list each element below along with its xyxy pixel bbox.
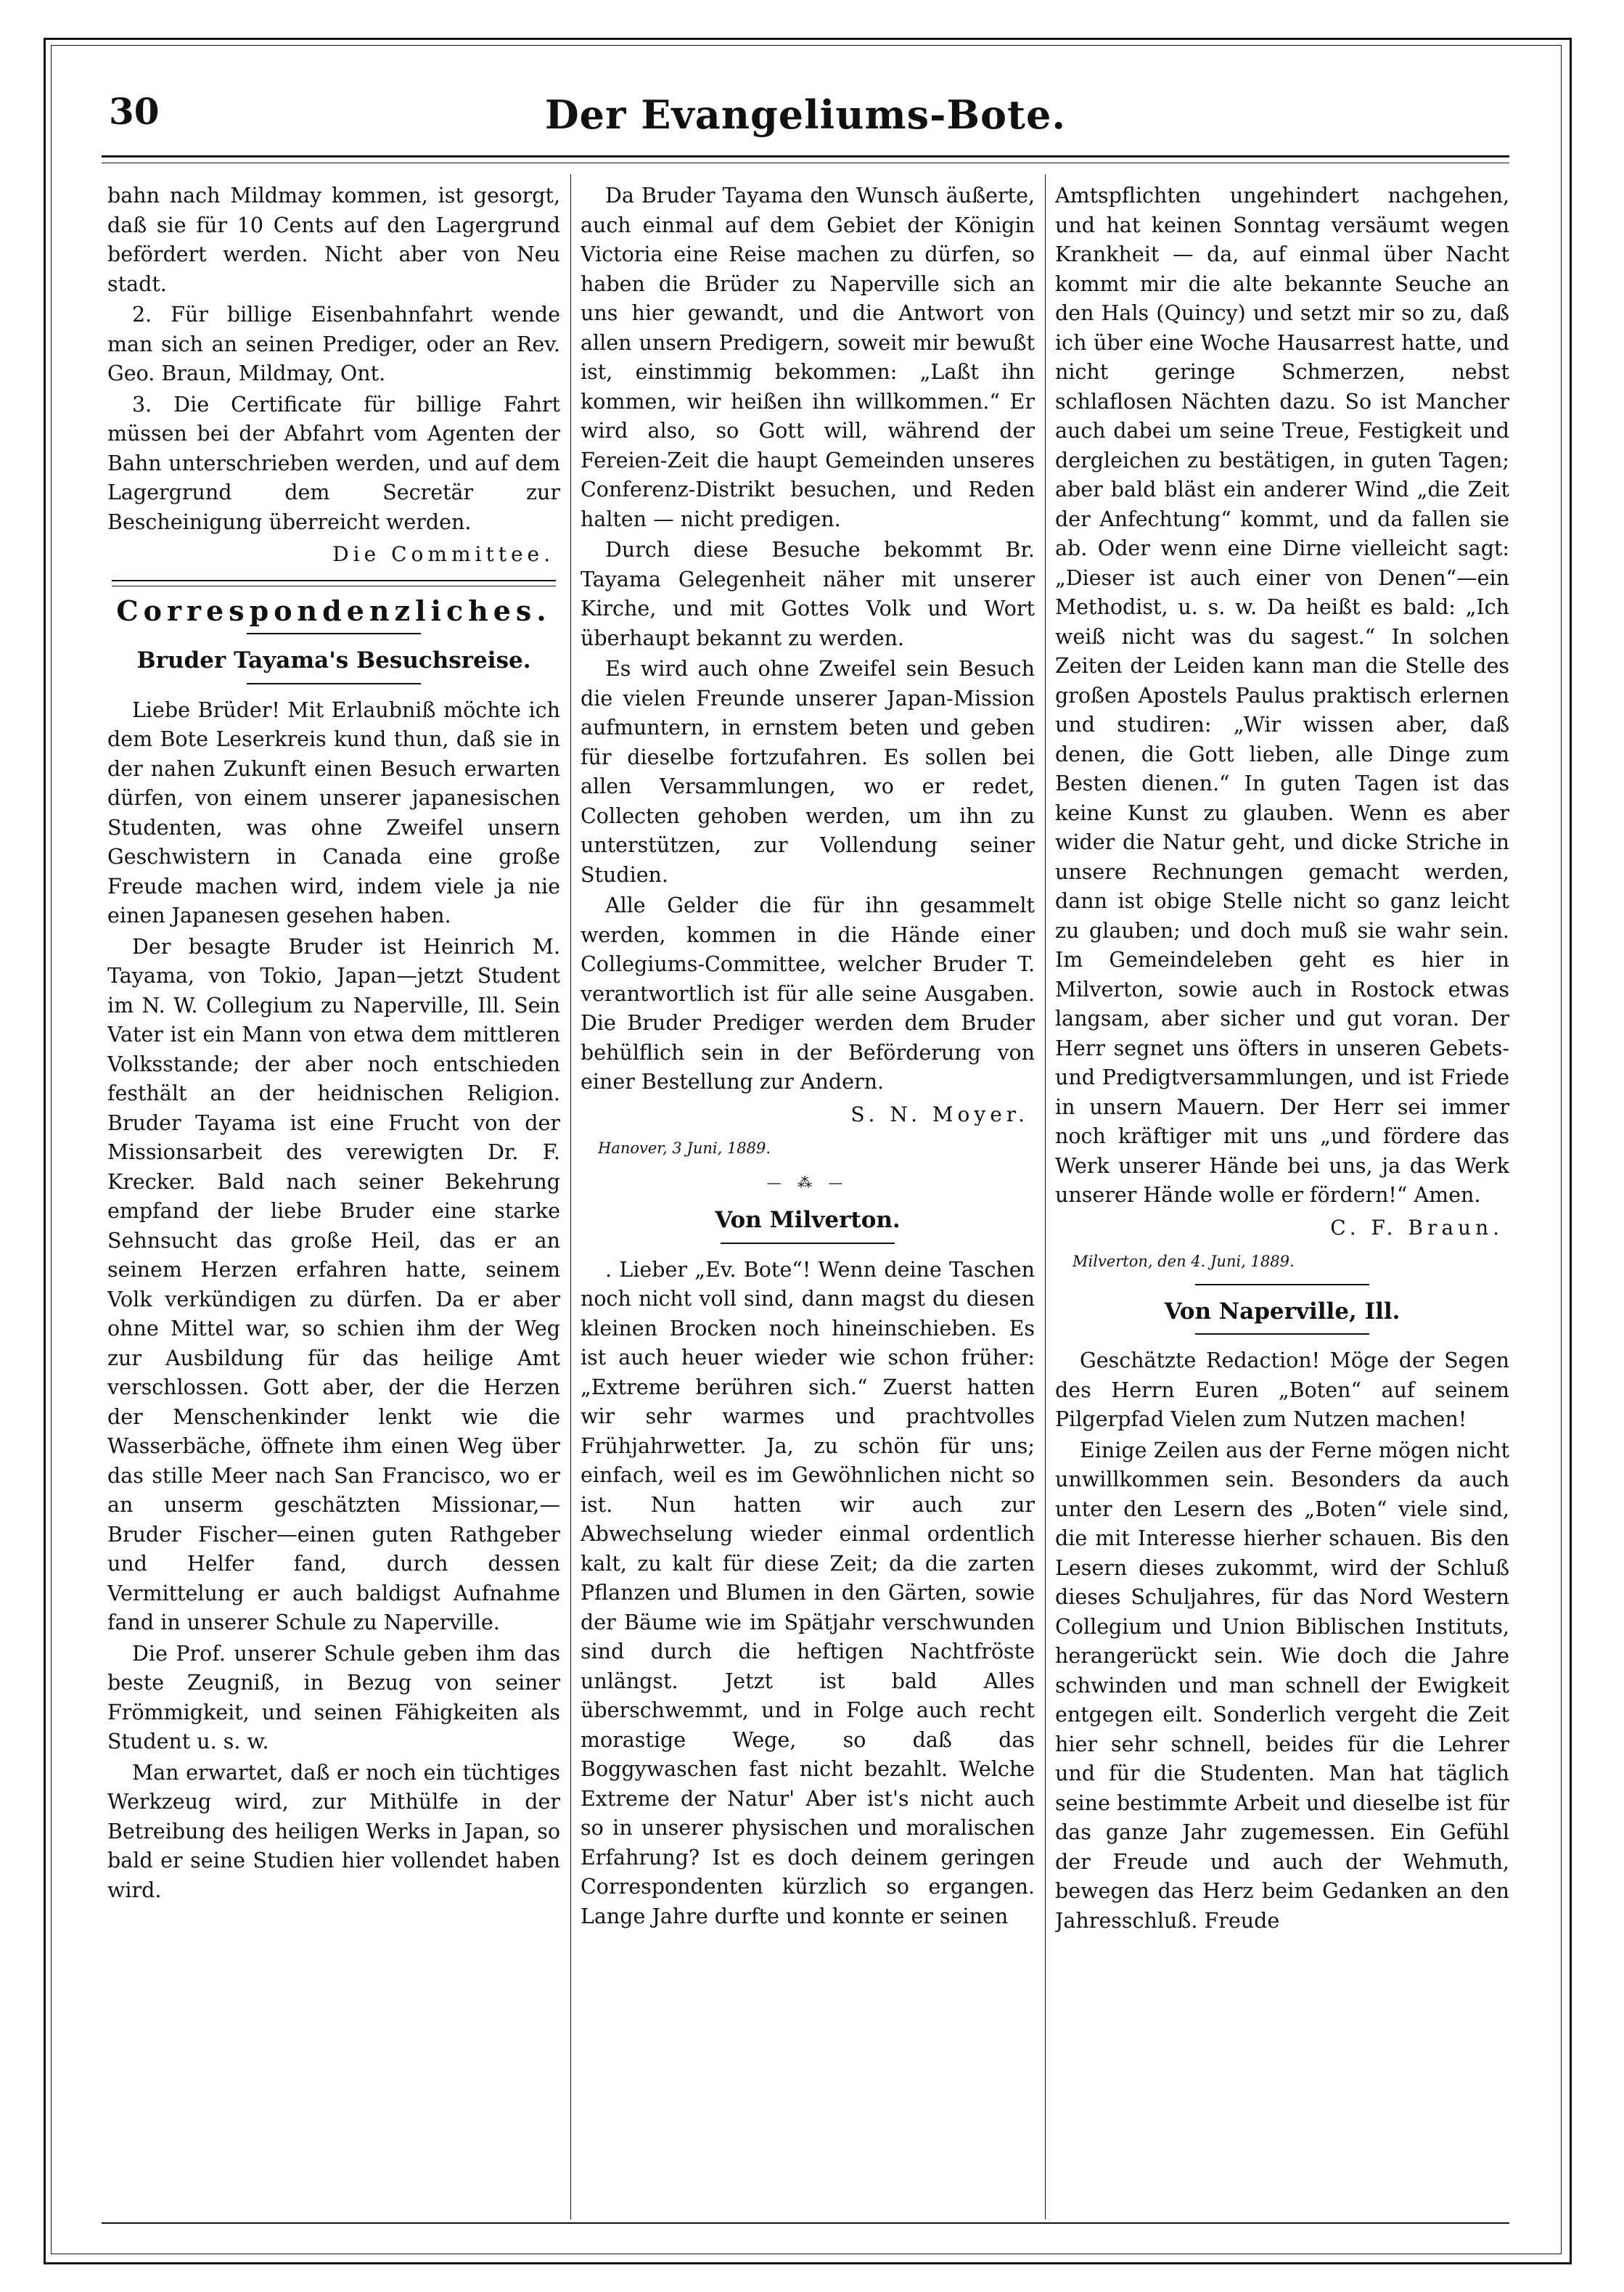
- article-paragraph: Amtspflichten ungehindert nachgehen, und hat keinen Sonntag versäumt wegen Krankheit — da, auf einmal über Nacht kommt mir die alte bekannte Seuche an den Hals (Quincy) und setzt mir so zu, daß ich über eine Woche Hausarrest hatte, und nicht geringe Schmerzen, nebst schlaflosen Nächten dazu. So ist Mancher auch dabei um seine Treue, Festigkeit und dergleichen zu bestätigen, in guten Tagen; aber bald bläst ein anderer Wind „die Zeit der Anfechtung“ kommt, und da fallen sie ab. Oder wenn eine Dirne vielleicht sagt: „Dieser ist auch einer von Denen“—ein Methodist, u. s. w. Da heißt es bald: „Ich weiß nicht was du sagest.“ In solchen Zeiten der Leiden kann man die Stelle des großen Apostels Paulus praktisch erlernen und studiren: „Wir wissen aber, daß denen, die Gott lieben, alle Dinge zum Besten dienen.“ In guten Tagen ist das keine Kunst zu glauben. Wenn es aber wider die Natur geht, und dicke Striche in unsere Rechnungen gemacht werden, dann ist obige Stelle nicht so ganz leicht zu glauben; und doch muß sie wahr sein. Im Gemeindeleben geht es hier in Milverton, sowie auch in Rostock etwas langsam, aber sicher und gut voran. Der Herr segnet uns öfters in unseren Gebets- und Predigtversammlungen, und ist Friede in unsern Mauern. Der Herr sei immer noch kräftiger mit uns „und fördere das Werk unserer Hände bei uns, ja das Werk unserer Hände wolle er fördern!“ Amen.: [1055, 184, 1509, 1207]
- journal-title: Der Evangeliums-Bote.: [544, 91, 1067, 138]
- header-rule-thick: [102, 155, 1509, 157]
- article-title: Von Naperville, Ill.: [1164, 1298, 1401, 1325]
- article-title-rule: [721, 1243, 895, 1244]
- column-divider-2: [1045, 174, 1046, 2219]
- article-paragraph: . Lieber „Ev. Bote“! Wenn deine Taschen noch nicht voll sind, dann magst du diesen kleinen Brocken noch hineinschieben. Es ist auch heuer wieder wie schon früher: „Extreme berühren sich.“ Zuerst hatten wir sehr warmes und prachtvolles Frühjahrwetter. Ja, zu schön für uns; einfach, weil es im Gewöhnlichen nicht so ist. Nun hatten wir auch zur Abwechselung wieder einmal ordentlich kalt, zu kalt für diese Zeit; da die zarten Pflanzen und Blumen in den Gärten, sowie der Bäume wie im Spätjahr verschwunden sind durch die heftigen Nachtfröste unlängst. Jetzt ist bald Alles überschwemmt, und in Folge auch recht morastige Wege, so daß das Boggywaschen fast nicht bezahlt. Welche Extreme der Natur' Aber ist's nicht auch so in unserer physischen und moralischen Erfahrung? Ist es doch deinem geringen Correspondenten kürzlich so ergangen. Lange Jahre durfte und konnte er seinen: [581, 1257, 1035, 1928]
- article-title-rule: [1195, 1333, 1369, 1335]
- column-1: [107, 181, 560, 2214]
- column-3: [1055, 181, 1509, 2214]
- separator-ornament: — ⁂ —: [766, 1173, 849, 1191]
- notice-item-3: 3. Die Certificate für billige Fahrt müssen bei der Abfahrt vom Agenten der Bahn unterschrieben werden, und auf dem Lagergrund dem Secretär zur Bescheinigung überreicht werden.: [107, 392, 560, 534]
- column-2: [581, 181, 1035, 2214]
- article-paragraph: Durch diese Besuche bekommt Br. Tayama Gelegenheit näher mit unserer Kirche, und mit Gottes Volk und Wort überhaupt bekannt zu werden.: [581, 538, 1035, 650]
- section-double-rule: [112, 580, 556, 586]
- article-signature: S. N. Moyer.: [850, 1102, 1029, 1126]
- article-paragraph: Man erwartet, daß er noch ein tüchtiges Werkzeug wird, zur Mithülfe in der Betreibung des heiligen Werks in Japan, so bald er seine Studien hier vollendet haben wird.: [107, 1760, 560, 1902]
- footer-rule: [102, 2222, 1509, 2224]
- article-paragraph: Der besagte Bruder ist Heinrich M. Tayama, von Tokio, Japan—jetzt Student im N. W. Collegium zu Naperville, Ill. Sein Vater ist ein Mann von etwa dem mittleren Volksstande; der aber noch entschieden festhält an der heidnischen Religion. Bruder Tayama ist eine Frucht von der Missionsarbeit des verewigten Dr. F. Krecker. Bald nach seiner Bekehrung empfand der liebe Bruder eine starke Sehnsucht das große Heil, das er an seinem Herzen erfahren hatte, seinem Volk verkündigen zu dürfen. Da er aber ohne Mittel war, so schien ihm der Weg zur Ausbildung für das heilige Amt verschlossen. Gott aber, der die Herzen der Menschenkinder lenkt wie die Wasserbäche, öffnete ihm einen Weg über das stille Meer nach San Francisco, wo er an unserm geschätzten Missionar,—Bruder Fischer—einen guten Rathgeber und Helfer fand, durch dessen Vermittelung er auch baldigst Aufnahme fand in unserer Schule zu Naperville.: [107, 934, 560, 1634]
- article-paragraph: Die Prof. unserer Schule geben ihm das beste Zeugniß, in Bezug von seiner Frömmigkeit, und seinen Fähigkeiten als Student u. s. w.: [107, 1641, 560, 1753]
- column-divider-1: [570, 174, 571, 2219]
- article-paragraph: Einige Zeilen aus der Ferne mögen nicht unwillkommen sein. Besonders da auch unter den Lesern des „Boten“ viele sind, die mit Interesse hierher schauen. Bis den Lesern dieses zukommt, wird der Schluß dieses Schuljahres, für das Nord Western Collegium und Union Biblischen Instituts, herangerückt sein. Wie doch die Jahre schwinden und man schnell der Ewigkeit entgegen eilt. Sonderlich vergeht die Zeit hier sehr schnell, beides für die Lehrer und für die Studenten. Man hat täglich seine bestimmte Arbeit und dieselbe ist für das ganze Jahr zugemessen. Ein Gefühl der Freude und auch der Wehmuth, bewegen das Herz beim Gedanken an den Jahresschluß. Freude: [1055, 1438, 1509, 1933]
- heading-rule: [247, 633, 421, 634]
- section-heading: Correspondenzliches.: [116, 594, 551, 627]
- article-separator-rule: [1195, 1284, 1369, 1285]
- article-signature: C. F. Braun.: [1330, 1215, 1504, 1240]
- page-number: 30: [109, 90, 160, 133]
- article-dateline: Milverton, den 4. Juni, 1889.: [1073, 1253, 1295, 1270]
- article-paragraph: Liebe Brüder! Mit Erlaubniß möchte ich dem Bote Leserkreis kund thun, daß sie in der nahen Zukunft einen Besuch erwarten dürfen, von einem unserer japanesischen Studenten, was ohne Zweifel unsern Geschwistern in Canada eine große Freude machen wird, indem viele ja nie einen Japanesen gesehen haben.: [107, 697, 560, 928]
- page-header: [109, 86, 1502, 144]
- notice-signature: Die Committee.: [332, 542, 554, 566]
- notice-item-2: 2. Für billige Eisenbahnfahrt wende man sich an seinen Prediger, oder an Rev. Geo. Braun, Mildmay, Ont.: [107, 303, 560, 385]
- article-paragraph: Geschätzte Redaction! Möge der Segen des Herrn Euren „Boten“ auf seinem Pilgerpfad Vielen zum Nutzen machen!: [1055, 1348, 1509, 1431]
- article-dateline: Hanover, 3 Juni, 1889.: [598, 1139, 771, 1157]
- article-title-rule: [247, 683, 421, 684]
- notice-paragraph: bahn nach Mildmay kommen, ist gesorgt, daß sie für 10 Cents auf den Lagergrund befördert werden. Nicht aber von Neu stadt.: [107, 184, 560, 296]
- article-title: Bruder Tayama's Besuchsreise.: [136, 647, 531, 674]
- article-title: Von Milverton.: [715, 1207, 901, 1233]
- article-paragraph: Alle Gelder die für ihn gesammelt werden, kommen in die Hände einer Collegiums-Committee, welcher Bruder T. verantwortlich ist für alle seine Ausgaben. Die Bruder Prediger werden dem Bruder behülflich sein in der Beförderung von einer Bestellung zur Andern.: [581, 893, 1035, 1094]
- article-paragraph: Es wird auch ohne Zweifel sein Besuch die vielen Freunde unserer Japan-Mission aufmuntern, in ernstem beten und geben für dieselbe fortzufahren. Es sollen bei allen Versammlungen, wo er redet, Collecten gehoben werden, um ihn zu unterstützen, zur Vollendung seiner Studien.: [581, 657, 1035, 887]
- article-paragraph: Da Bruder Tayama den Wunsch äußerte, auch einmal auf dem Gebiet der Königin Victoria eine Reise machen zu dürfen, so haben die Brüder zu Naperville sich an uns hier gewandt, und die Antwort von allen unsern Predigern, soweit mir bewußt ist, einstimmig bekommen: „Laßt ihn kommen, wir heißen ihn willkommen.“ Er wird also, so Gott will, während der Fereien-Zeit die haupt Gemeinden unseres Conferenz-Distrikt besuchen, und Reden halten — nicht predigen.: [581, 184, 1035, 531]
